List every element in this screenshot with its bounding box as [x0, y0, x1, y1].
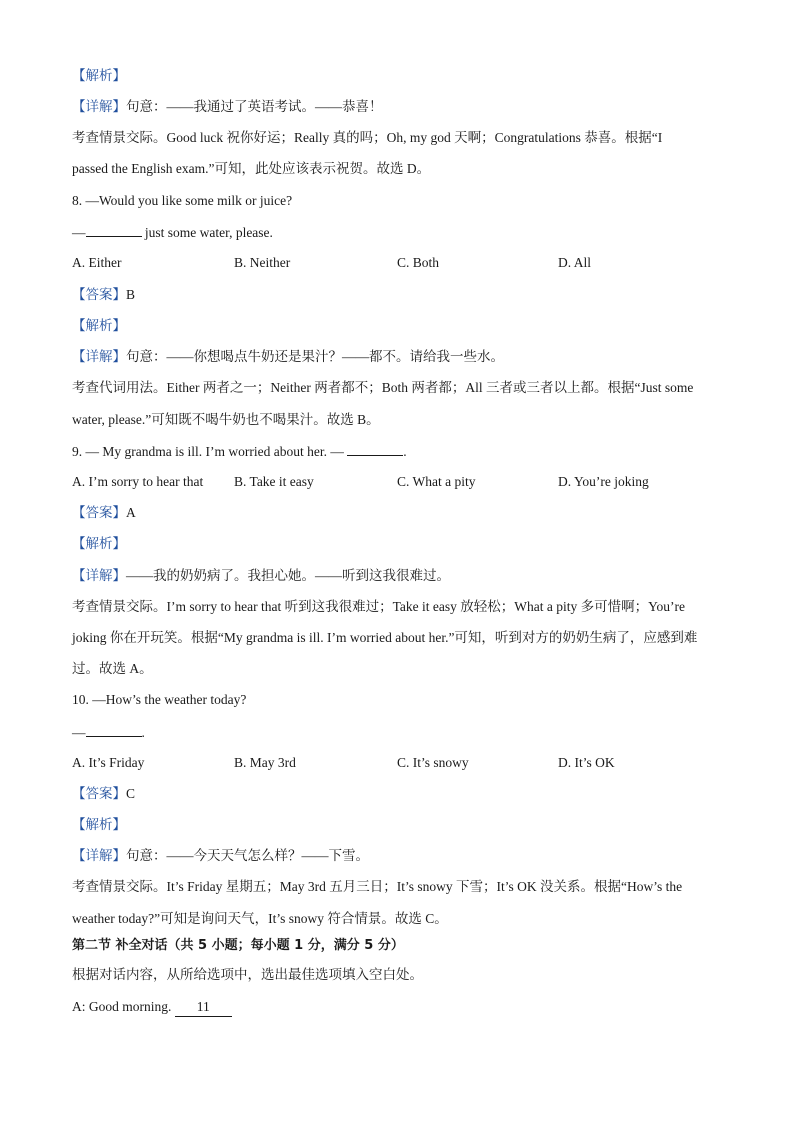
- detail-explanation: [72, 847, 369, 865]
- detail-tag: 【详解】: [72, 848, 126, 863]
- answer-value: C: [126, 786, 136, 801]
- detail-text: 句意：——你想喝点牛奶还是果汁？——都不。请给我一些水。: [126, 349, 504, 364]
- question-text: 9. — My grandma is ill. I’m worried about her. —: [72, 444, 348, 459]
- dialog-line-a: [72, 998, 232, 1017]
- answer-blank: [86, 723, 142, 737]
- option-c: C. Both: [397, 255, 440, 270]
- option-a: A. Either: [72, 255, 122, 270]
- answer-blank: [347, 442, 403, 456]
- analysis-label: 【解析】: [72, 817, 126, 832]
- detail-tag: 【详解】: [72, 99, 126, 114]
- dialog-blank: 11: [175, 998, 232, 1017]
- detail-tag: 【详解】: [72, 568, 126, 583]
- period: .: [141, 725, 145, 740]
- detail-explanation: [72, 98, 383, 116]
- question-8-line2: [72, 223, 273, 242]
- dash: —: [72, 725, 86, 740]
- answer-label: [72, 286, 135, 304]
- section-instructions: 根据对话内容，从所给选项中，选出最佳选项填入空白处。: [72, 967, 423, 982]
- question-9-stem: [72, 442, 407, 461]
- period: .: [403, 444, 407, 459]
- option-d: D. All: [558, 255, 592, 270]
- option-b: B. Take it easy: [234, 474, 314, 489]
- answer-tag: 【答案】: [72, 287, 126, 302]
- explanation-text: 考查情景交际。Good luck 祝你好运；Really 真的吗；Oh, my god 天啊；Congratulations 恭喜。根据“I: [72, 130, 663, 145]
- explanation-text: joking 你在开玩笑。根据“My grandma is ill. I’m worried about her.”可知，听到对方的奶奶生病了，应感到难: [72, 630, 698, 645]
- option-c: C. What a pity: [397, 474, 476, 489]
- answer-tag: 【答案】: [72, 786, 126, 801]
- explanation-text: water, please.”可知既不喝牛奶也不喝果汁。故选 B。: [72, 412, 380, 427]
- detail-text: 句意：——今天天气怎么样？——下雪。: [126, 848, 369, 863]
- answer-label: [72, 504, 136, 522]
- option-b: B. Neither: [234, 255, 291, 270]
- analysis-label: 【解析】: [72, 536, 126, 551]
- option-a: A. I’m sorry to hear that: [72, 474, 204, 489]
- explanation-text: weather today?”可知是询问天气，It’s snowy 符合情景。故选 C。: [72, 911, 448, 926]
- dialog-text: A: Good morning.: [72, 999, 175, 1014]
- question-10-line2: [72, 723, 145, 742]
- explanation-text: 过。故选 A。: [72, 661, 153, 676]
- detail-explanation: [72, 348, 504, 366]
- section-title: 第二节 补全对话（共 5 小题；每小题 1 分，满分 5 分）: [72, 938, 404, 953]
- question-text: just some water, please.: [141, 225, 273, 240]
- analysis-label: 【解析】: [72, 318, 126, 333]
- explanation-text: passed the English exam.”可知，此处应该表示祝贺。故选 D。: [72, 161, 431, 176]
- dash: —: [72, 225, 86, 240]
- question-8-stem: 8. —Would you like some milk or juice?: [72, 193, 293, 208]
- answer-value: A: [126, 505, 136, 520]
- option-d: D. You’re joking: [558, 474, 649, 489]
- option-a: A. It’s Friday: [72, 755, 145, 770]
- analysis-label: 【解析】: [72, 68, 126, 83]
- detail-tag: 【详解】: [72, 349, 126, 364]
- explanation-text: 考查情景交际。I’m sorry to hear that 听到这我很难过；Take it easy 放轻松；What a pity 多可惜啊；You’re: [72, 599, 685, 614]
- option-d: D. It’s OK: [558, 755, 615, 770]
- detail-text: ——我的奶奶病了。我担心她。——听到这我很难过。: [126, 568, 450, 583]
- detail-text: 句意：——我通过了英语考试。——恭喜！: [126, 99, 383, 114]
- question-10-stem: 10. —How’s the weather today?: [72, 692, 247, 707]
- answer-value: B: [126, 287, 136, 302]
- answer-label: [72, 785, 135, 803]
- detail-explanation: [72, 567, 450, 585]
- answer-tag: 【答案】: [72, 505, 126, 520]
- option-c: C. It’s snowy: [397, 755, 469, 770]
- answer-blank: [86, 223, 142, 237]
- option-b: B. May 3rd: [234, 755, 296, 770]
- explanation-text: 考查情景交际。It’s Friday 星期五；May 3rd 五月三日；It’s snowy 下雪；It’s OK 没关系。根据“How’s the: [72, 879, 683, 894]
- explanation-text: 考查代词用法。Either 两者之一；Neither 两者都不；Both 两者都；All 三者或三者以上都。根据“Just some: [72, 380, 694, 395]
